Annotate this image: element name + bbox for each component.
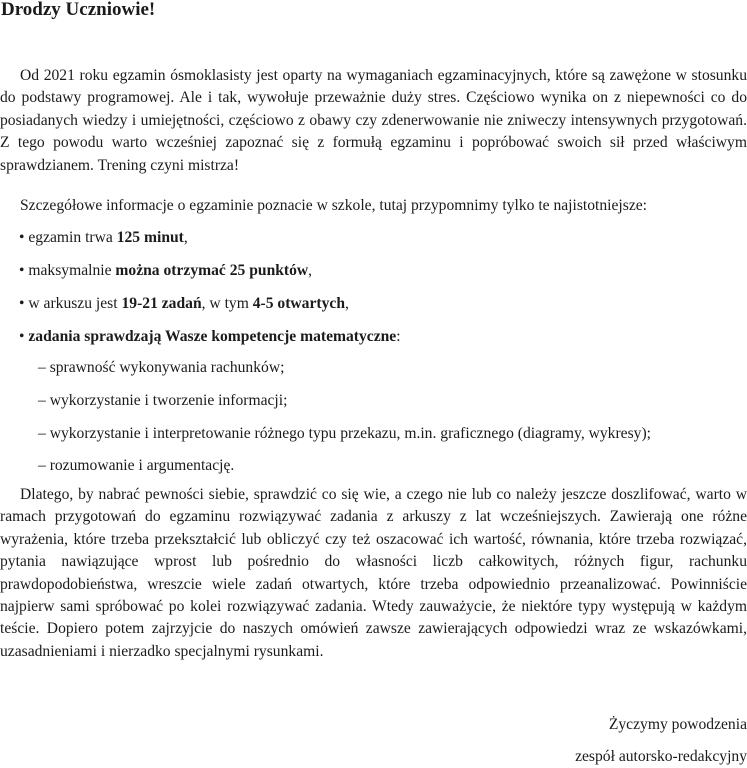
closing-paragraph: Dlatego, by nabrać pewności siebie, sprawdzić co się wie, a czego nie lub co należy jeszcze doszlifować, warto w ramach przygotowań do egzaminu rozwiązywać zadania z arkuszy z lat wcześniejszych. Zawierają one różne wyrażenia, które trzeba przekształcić lub obliczyć czy też oszacować ich wartość, równania, które trzeba rozwiązać, pytania nawiązujące wprost lub pośrednio do własności liczb całkowitych, różnych figur, rachunku prawdopodobieństwa, wreszcie wiele zadań otwartych, które trzeba odpowiednio przeanalizować. Powinniście najpierw sami spróbować po kolei rozwiązywać zadania. Wtedy zauważycie, że niektóre typy występują w każdym teście. Dopiero potem zajrzyjcie do naszych omówień zawsze zawierających odpowiedzi wraz ze wskazówkami, uzasadnieniami i nierzadko specjalnymi rysunkami. [0,486,747,660]
dash-marker: – [38,425,46,442]
bullet-punctuation: , [308,262,313,279]
bullet-bold-text: zadania sprawdzają Wasze kompetencje matematyczne [28,328,397,345]
bullet-max-points [19,260,312,282]
signoff-team: zespół autorsko-redakcyjny [575,748,747,765]
bullet-punctuation: : [396,328,401,345]
signoff-wish: Życzymy powodzenia [608,716,747,733]
dash-marker: – [38,359,46,376]
bullet-text: maksymalnie [24,262,116,279]
bullet-text: , w tym [201,295,253,312]
bullet-marker: • [19,229,25,246]
competency-item [38,455,234,477]
dash-marker: – [38,392,46,409]
competency-text: sprawność wykonywania rachunków; [45,359,285,376]
competency-item [38,357,284,379]
competency-text: rozumowanie i argumentację. [45,457,235,474]
competency-text: wykorzystanie i tworzenie informacji; [45,392,288,409]
competency-item [38,423,651,445]
competency-text: wykorzystanie i interpretowanie różnego typu przekazu, m.in. graficznego (diagramy, wykresy); [45,425,651,442]
bullet-marker: • [19,262,25,279]
bullet-bold-text: 19-21 zadań [121,295,202,312]
page-title: Drodzy Uczniowie! [1,0,156,20]
bullet-marker: • [19,328,25,345]
intro-paragraph: Od 2021 roku egzamin ósmoklasisty jest oparty na wymaganiach egzaminacyjnych, które są zawężone w stosunku do podstawy programowej. Ale i tak, wywołuje przeważnie duży stres. Częściowo wynika on z niepewności co do posiadanych wiedzy i umiejętności, częściowo z obawy czy zdenerwowanie nie zniweczy intensywnych przygotowań. Z tego powodu warto wcześniej zapoznać się z formułą egzaminu i popróbować swoich sił przed właściwym sprawdzianem. Trening czyni mistrza! [0,67,747,174]
bullet-text: w arkuszu jest [24,295,122,312]
bullet-bold-text: można otrzymać 25 punktów [115,262,309,279]
bullet-competencies [19,326,401,348]
bullet-punctuation: , [345,295,349,312]
bullet-task-count [19,293,349,315]
details-intro-paragraph: Szczegółowe informacje o egzaminie poznacie w szkole, tutaj przypomnimy tylko te najistotniejsze: [20,197,648,214]
bullet-exam-duration [19,227,188,249]
bullet-bold-text: 4-5 otwartych [252,295,345,312]
competency-item [38,390,287,412]
bullet-text: egzamin trwa [24,229,117,246]
bullet-marker: • [19,295,25,312]
dash-marker: – [38,457,46,474]
bullet-bold-text: 125 minut [116,229,184,246]
bullet-punctuation: , [183,229,188,246]
